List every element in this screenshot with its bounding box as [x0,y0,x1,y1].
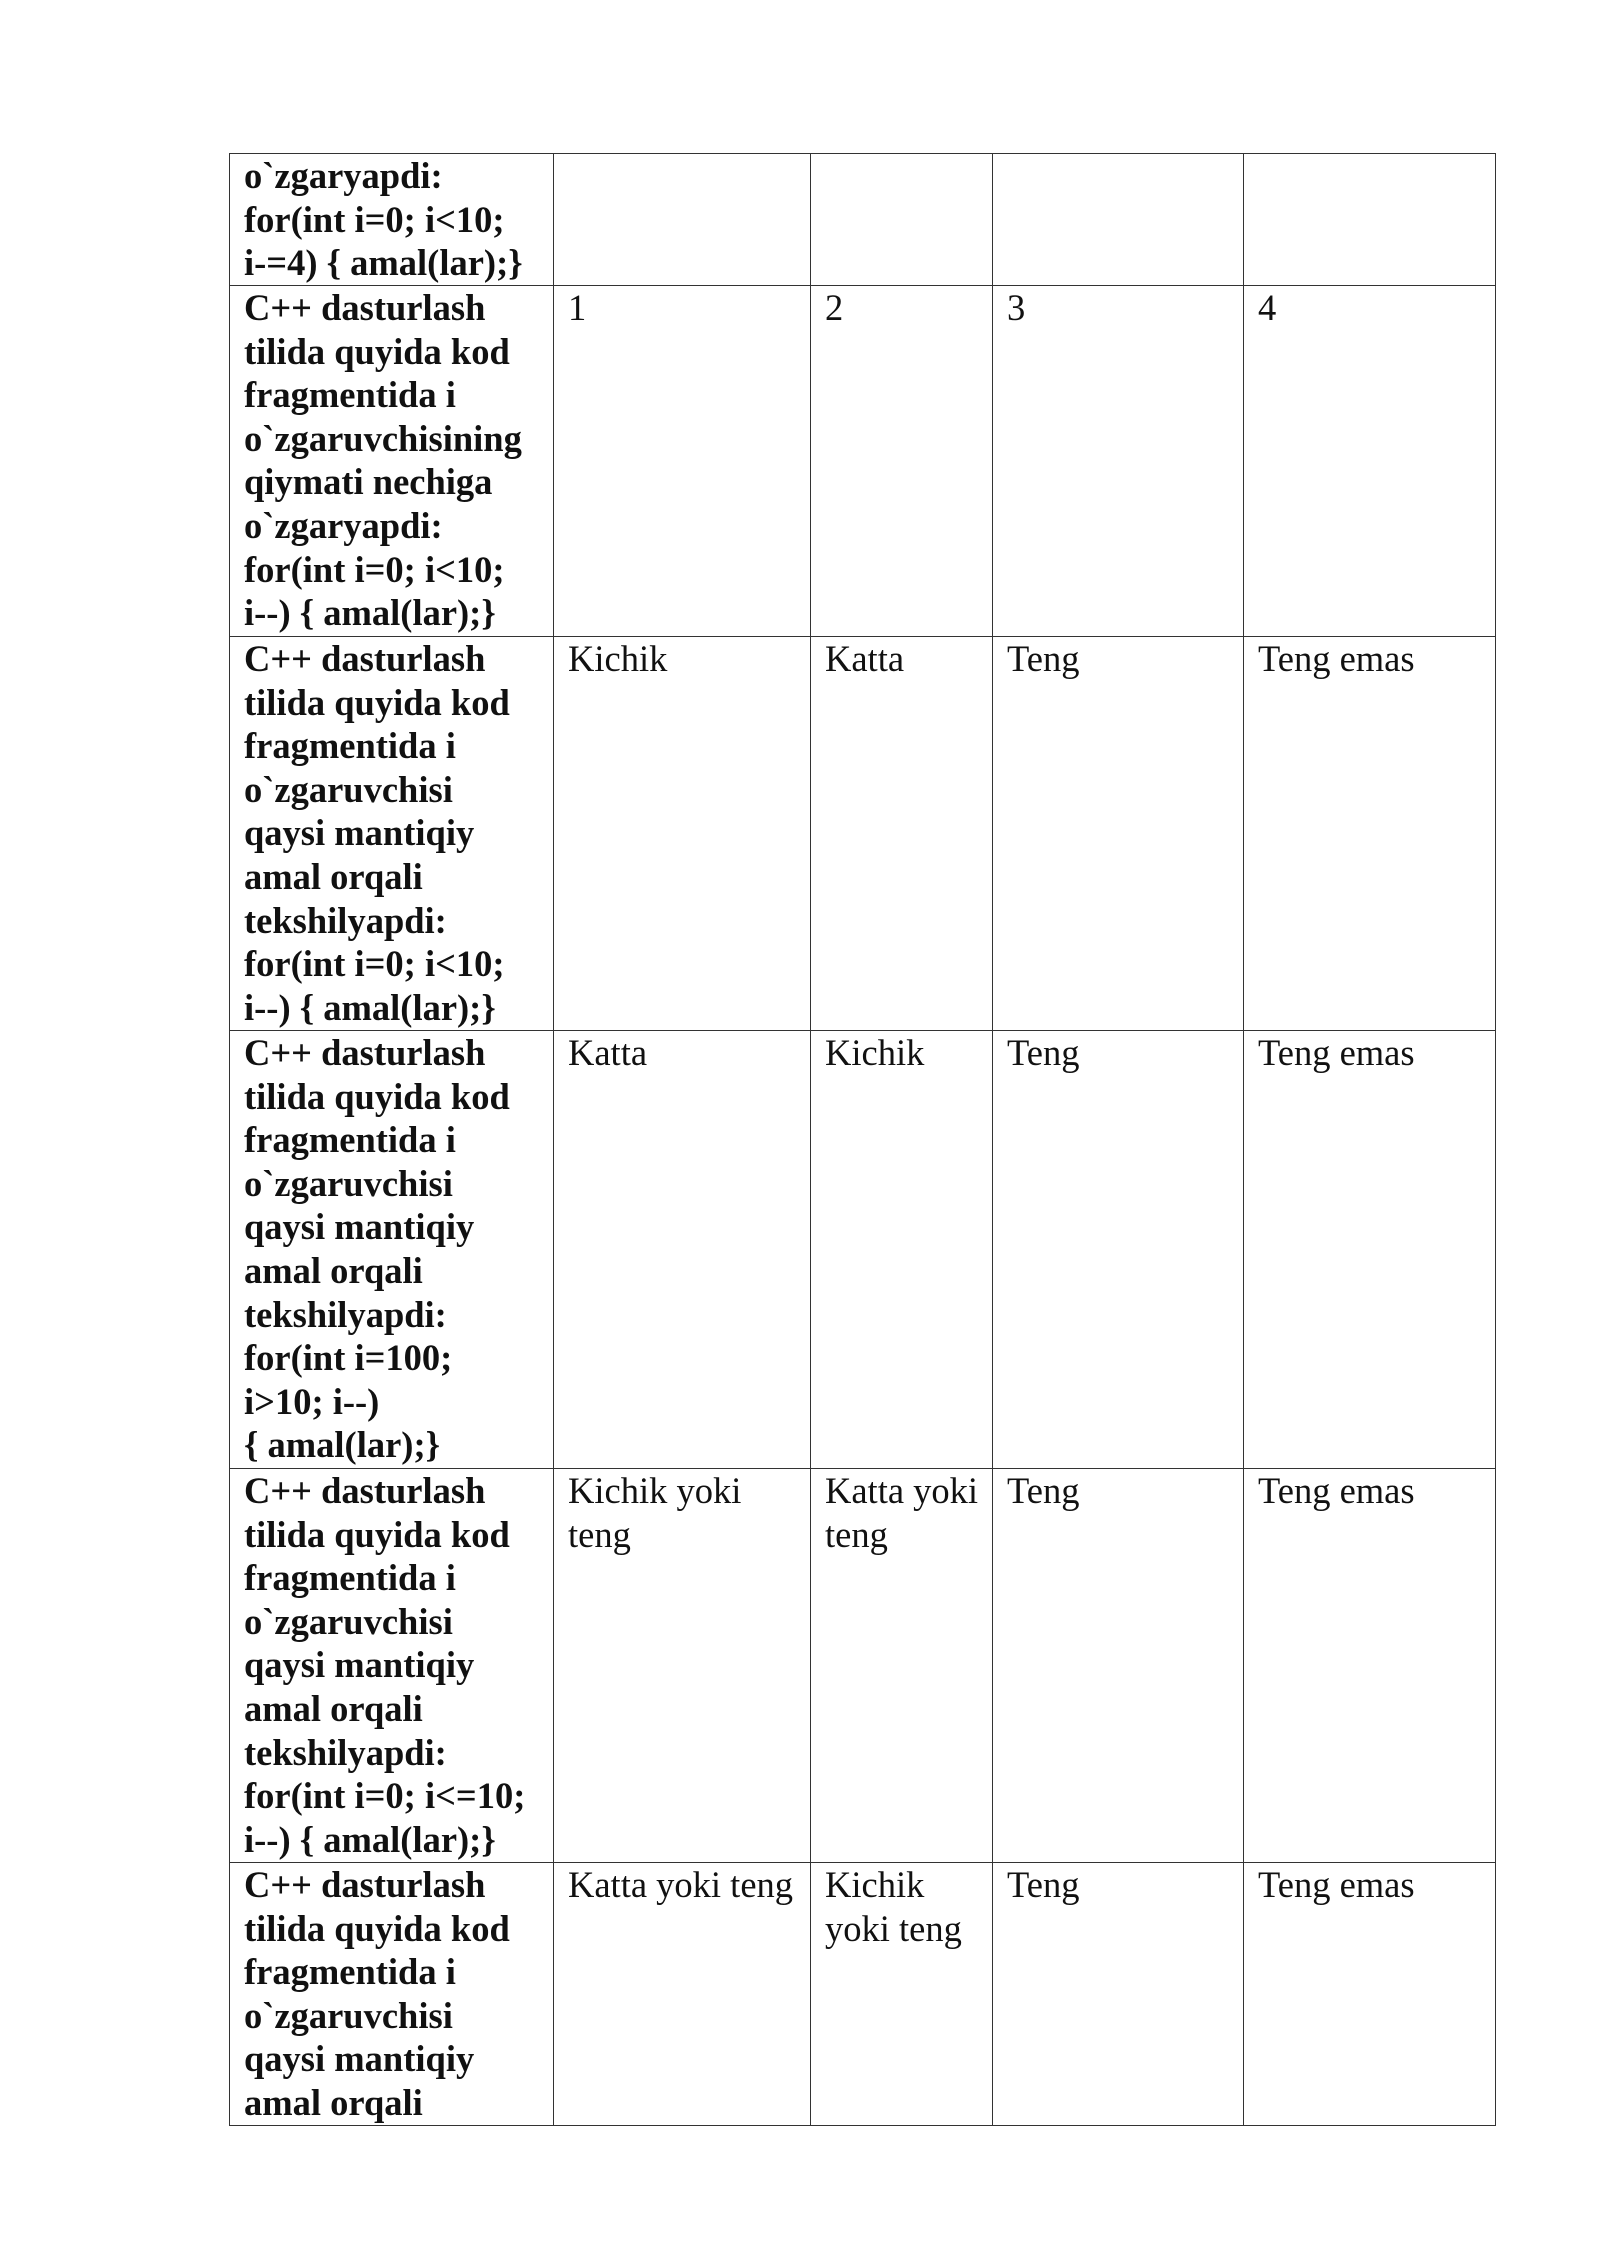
table-row [230,1031,1496,1469]
option-b-cell: 2 [811,286,993,637]
option-b-cell: Katta [811,637,993,1031]
option-c-cell: 3 [993,286,1244,637]
option-a-cell: 1 [554,286,811,637]
table-row [230,637,1496,1031]
option-b-cell: Kichik yoki teng [811,1863,993,2126]
option-c-cell: Teng [993,1469,1244,1863]
table-row [230,1863,1496,2126]
option-b-cell [811,154,993,286]
option-c-cell [993,154,1244,286]
question-cell: C++ dasturlash tilida quyida kod fragmentida i o`zgaruvchisi qaysi mantiqiy amal orqali tekshilyapdi: for(int i=0; i<10; i--) { amal(lar);} [230,637,554,1031]
table-row [230,1469,1496,1863]
option-c-cell: Teng [993,1863,1244,2126]
option-d-cell: Teng emas [1244,1863,1496,2126]
question-cell: C++ dasturlash tilida quyida kod fragmentida i o`zgaruvchisi qaysi mantiqiy amal orqali [230,1863,554,2126]
table-row [230,154,1496,286]
question-cell: C++ dasturlash tilida quyida kod fragmentida i o`zgaruvchisi qaysi mantiqiy amal orqali tekshilyapdi: for(int i=100; i>10; i--) { amal(lar);} [230,1031,554,1469]
option-d-cell: Teng emas [1244,1469,1496,1863]
option-c-cell: Teng [993,637,1244,1031]
option-a-cell: Kichik yoki teng [554,1469,811,1863]
option-d-cell: Teng emas [1244,637,1496,1031]
option-b-cell: Katta yoki teng [811,1469,993,1863]
option-d-cell: 4 [1244,286,1496,637]
option-c-cell: Teng [993,1031,1244,1469]
option-a-cell: Katta yoki teng [554,1863,811,2126]
option-d-cell: Teng emas [1244,1031,1496,1469]
question-cell: C++ dasturlash tilida quyida kod fragmentida i o`zgaruvchisi qaysi mantiqiy amal orqali tekshilyapdi: for(int i=0; i<=10; i--) { amal(lar);} [230,1469,554,1863]
option-a-cell [554,154,811,286]
quiz-table [229,153,1496,2126]
question-cell: C++ dasturlash tilida quyida kod fragmentida i o`zgaruvchisining qiymati nechiga o`zgaryapdi: for(int i=0; i<10; i--) { amal(lar);} [230,286,554,637]
table-row [230,286,1496,637]
option-a-cell: Kichik [554,637,811,1031]
question-cell: o`zgaryapdi: for(int i=0; i<10; i-=4) { amal(lar);} [230,154,554,286]
option-d-cell [1244,154,1496,286]
option-b-cell: Kichik [811,1031,993,1469]
option-a-cell: Katta [554,1031,811,1469]
